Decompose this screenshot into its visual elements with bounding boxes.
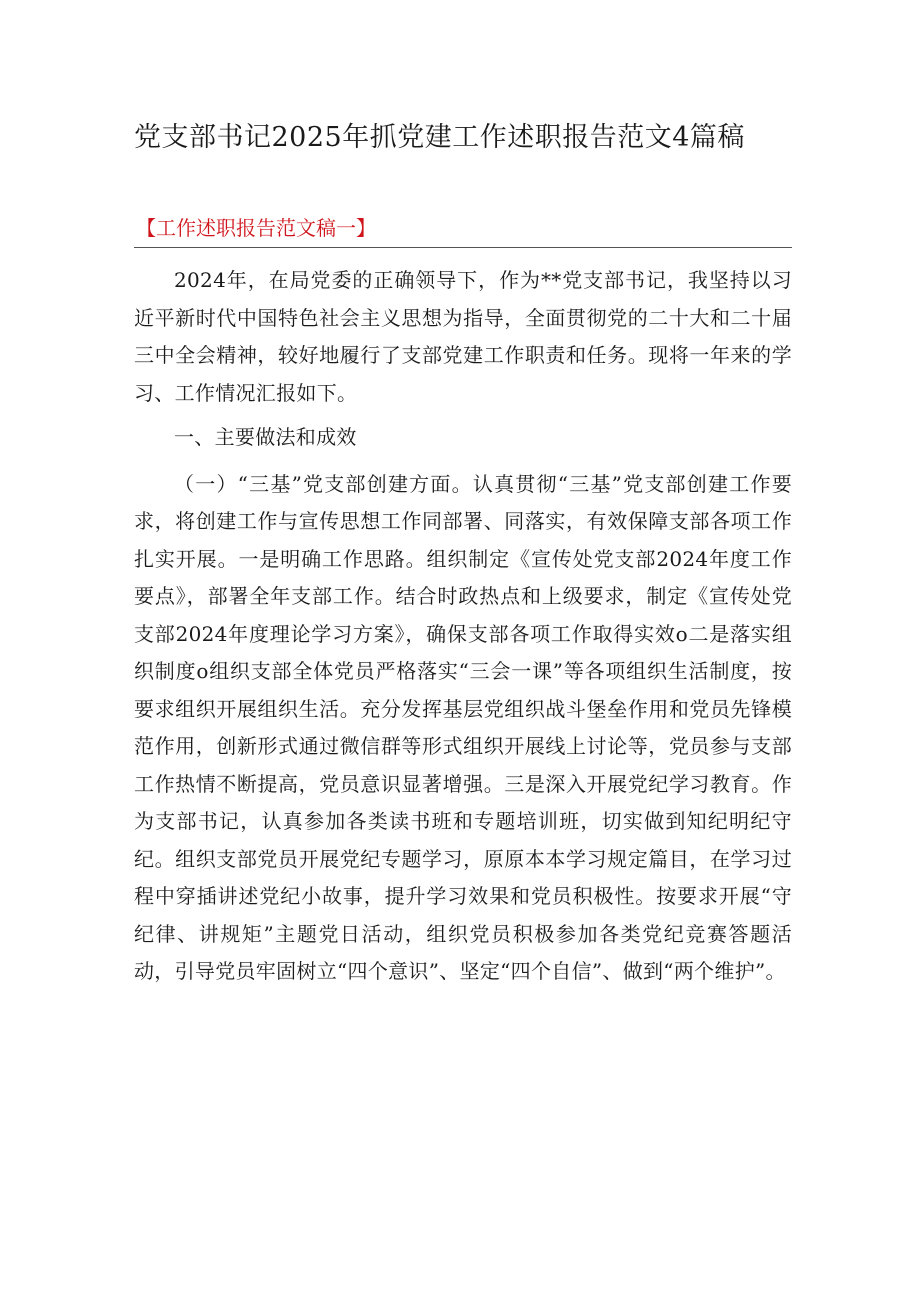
subheading-main-practices: 一、主要做法和成效 bbox=[174, 425, 357, 449]
section-divider bbox=[134, 247, 792, 248]
item-one-paragraph: （一）“三基”党支部创建方面。认真贯彻“三基”党支部创建工作要求，将创建工作与宣传思想工作同部署、同落实，有效保障支部各项工作扎实开展。一是明确工作思路。组织制定《宣传处党支部2024年度工作要点》，部署全年支部工作。结合时政热点和上级要求，制定《宣传处党支部2024年度理论学习方案》，确保支部各项工作取得实效o二是落实组织制度o组织支部全体党员严格落实“三会一课”等各项组织生活制度，按要求组织开展组织生活。充分发挥基层党组织战斗堡垒作用和党员先锋模范作用，创新形式通过微信群等形式组织开展线上讨论等，党员参与支部工作热情不断提高，党员意识显著增强。三是深入开展党纪学习教育。作为支部书记，认真参加各类读书班和专题培训班，切实做到知纪明纪守纪。组织支部党员开展党纪专题学习，原原本本学习规定篇目，在学习过程中穿插讲述党纪小故事，提升学习效果和党员积极性。按要求开展“守纪律、讲规矩”主题党日活动，组织党员积极参加各类党纪竞赛答题活动，引导党员牢固树立“四个意识”、坚定“四个自信”、做到“两个维护”。 bbox=[134, 471, 792, 983]
document-title: 党支部书记2025年抓党建工作述职报告范文4篇稿 bbox=[134, 122, 745, 153]
section-heading: 【工作述职报告范文稿一】 bbox=[136, 216, 376, 240]
intro-paragraph: 2024年，在局党委的正确领导下，作为**党支部书记，我坚持以习近平新时代中国特色社会主义思想为指导，全面贯彻党的二十大和二十届三中全会精神，较好地履行了支部党建工作职责和任务。现将一年来的学习、工作情况汇报如下。 bbox=[134, 268, 792, 405]
document-body bbox=[134, 262, 792, 991]
